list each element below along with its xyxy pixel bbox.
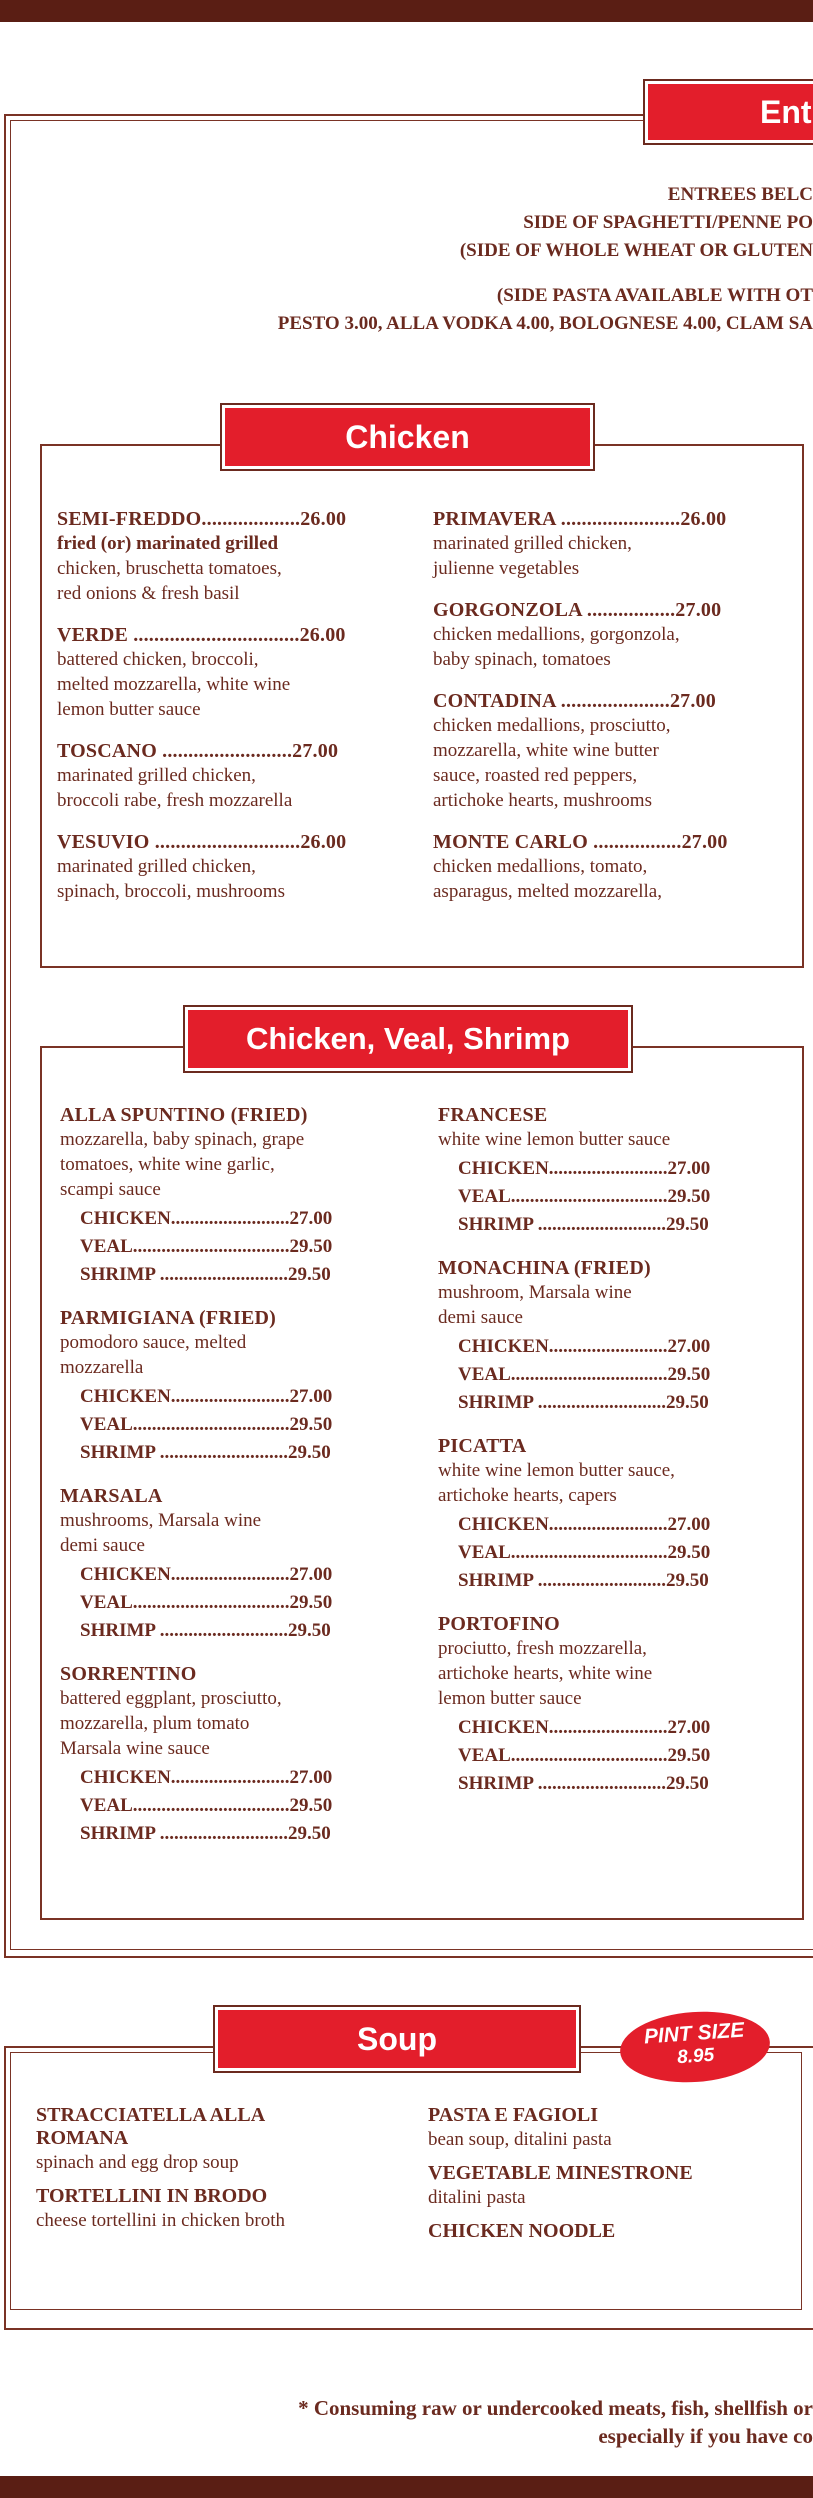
soup-desc: bean soup, ditalini pasta [428,2129,612,2150]
veal-price: VEAL.................................29.50 [80,1236,333,1257]
price-list [438,1155,798,1239]
item-name: PARMIGIANA (FRIED) [60,1307,276,1329]
menu-item [433,690,793,813]
item-desc-line: sauce, roasted red peppers, [433,765,638,786]
item-desc-line: broccoli rabe, fresh mozzarella [57,790,293,811]
item-desc-line: chicken, bruschetta tomatoes, [57,558,282,579]
item-desc-line: marinated grilled chicken, [57,856,256,877]
item-desc-line: mushrooms, Marsala wine [60,1510,262,1531]
entrees-note-2: SIDE OF SPAGHETTI/PENNE PO [523,212,813,233]
price-list [60,1205,420,1289]
chicken-price: CHICKEN.........................27.00 [80,1767,333,1788]
menu-item [433,831,793,904]
top-border-bar [0,0,813,22]
shrimp-price: SHRIMP ...........................29.50 [458,1214,709,1235]
item-name: PRIMAVERA .......................26.00 [433,508,727,530]
menu-item [60,1485,420,1645]
soup-right-column [428,2104,788,2243]
veal-price: VEAL.................................29.50 [80,1414,333,1435]
item-desc-line: julienne vegetables [433,558,580,579]
cvs-title: Chicken, Veal, Shrimp [188,1010,628,1068]
item-desc-line: demi sauce [438,1307,523,1328]
entrees-note-1: ENTREES BELC [667,184,813,205]
item-name: VESUVIO ............................26.00 [57,831,347,853]
soup-item [428,2104,788,2152]
soup-item [36,2185,396,2233]
cvs-left-column [60,1104,420,1848]
price-list [60,1764,420,1848]
price-list [438,1511,798,1595]
item-desc-line: lemon butter sauce [57,699,201,720]
item-desc-line: demi sauce [60,1535,145,1556]
item-desc-line: tomatoes, white wine garlic, [60,1154,275,1175]
soup-name: TORTELLINI IN BRODO [36,2185,268,2207]
disclaimer-line-1: * Consuming raw or undercooked meats, fish, shellfish or [298,2396,813,2420]
item-name: FRANCESE [438,1104,548,1126]
disclaimer-line-2: especially if you have co [598,2424,813,2448]
item-name: PICATTA [438,1435,527,1457]
price-list [60,1383,420,1467]
soup-name: PASTA E FAGIOLI [428,2104,599,2126]
entrees-title: Ent [648,84,813,140]
item-name: SORRENTINO [60,1663,197,1685]
item-desc-line: chicken medallions, tomato, [433,856,648,877]
item-name: MONACHINA (FRIED) [438,1257,651,1279]
item-desc-line: asparagus, melted mozzarella, [433,881,662,902]
item-desc-line: Marsala wine sauce [60,1738,210,1759]
soup-item [36,2104,396,2175]
veal-price: VEAL.................................29.50 [80,1592,333,1613]
cvs-right-column [438,1104,798,1798]
item-desc-line: chicken medallions, gorgonzola, [433,624,680,645]
soup-name: CHICKEN NOODLE [428,2220,616,2242]
soup-name: VEGETABLE MINESTRONE [428,2162,693,2184]
item-desc-line: mozzarella, plum tomato [60,1713,250,1734]
menu-item [57,740,407,813]
menu-item [60,1663,420,1848]
item-desc-line: melted mozzarella, white wine [57,674,291,695]
item-name: CONTADINA .....................27.00 [433,690,716,712]
item-name: SEMI-FREDDO...................26.00 [57,508,347,530]
menu-item [60,1307,420,1467]
shrimp-price: SHRIMP ...........................29.50 [458,1570,709,1591]
shrimp-price: SHRIMP ...........................29.50 [80,1442,331,1463]
menu-item [438,1613,798,1798]
item-desc-line: red onions & fresh basil [57,583,240,604]
item-desc-line: white wine lemon butter sauce, [438,1460,675,1481]
menu-item [433,599,793,672]
item-name: MARSALA [60,1485,163,1507]
chicken-left-column [57,508,407,904]
item-name: ALLA SPUNTINO (FRIED) [60,1104,308,1126]
bottom-border-bar [0,2476,813,2498]
shrimp-price: SHRIMP ...........................29.50 [80,1620,331,1641]
item-desc-line: prociutto, fresh mozzarella, [438,1638,647,1659]
veal-price: VEAL.................................29.50 [80,1795,333,1816]
entrees-note-5: PESTO 3.00, ALLA VODKA 4.00, BOLOGNESE 4.00, CLAM SA [277,313,813,334]
soup-item [428,2162,788,2210]
veal-price: VEAL.................................29.50 [458,1542,711,1563]
menu-item [57,831,407,904]
shrimp-price: SHRIMP ...........................29.50 [80,1823,331,1844]
item-desc-line: baby spinach, tomatoes [433,649,611,670]
soup-desc: cheese tortellini in chicken broth [36,2210,286,2231]
chicken-right-column [433,508,793,904]
price-list [60,1561,420,1645]
item-desc-line: chicken medallions, prosciutto, [433,715,671,736]
chicken-price: CHICKEN.........................27.00 [458,1514,711,1535]
item-desc-line: mozzarella, white wine butter [433,740,659,761]
menu-item [438,1257,798,1417]
chicken-price: CHICKEN.........................27.00 [458,1158,711,1179]
soup-name: ROMANA [36,2127,129,2149]
item-desc-line: mozzarella [60,1357,144,1378]
shrimp-price: SHRIMP ...........................29.50 [458,1392,709,1413]
item-desc-line: artichoke hearts, white wine [438,1663,653,1684]
soup-left-column [36,2104,396,2233]
chicken-price: CHICKEN.........................27.00 [80,1386,333,1407]
item-desc-line: scampi sauce [60,1179,161,1200]
menu-item [57,624,407,722]
item-desc-line: mozzarella, baby spinach, grape [60,1129,305,1150]
price-list [438,1714,798,1798]
item-desc-line: marinated grilled chicken, [57,765,256,786]
item-desc-line: white wine lemon butter sauce [438,1129,671,1150]
menu-item [438,1104,798,1239]
chicken-price: CHICKEN.........................27.00 [458,1336,711,1357]
item-desc-line: battered eggplant, prosciutto, [60,1688,282,1709]
chicken-title: Chicken [225,408,590,466]
veal-price: VEAL.................................29.50 [458,1745,711,1766]
item-desc-line: fried (or) marinated grilled [57,533,279,554]
menu-item [57,508,407,606]
soup-desc: ditalini pasta [428,2187,526,2208]
item-desc-line: artichoke hearts, mushrooms [433,790,652,811]
soup-title: Soup [218,2010,576,2068]
chicken-price: CHICKEN.........................27.00 [80,1208,333,1229]
veal-price: VEAL.................................29.50 [458,1364,711,1385]
shrimp-price: SHRIMP ...........................29.50 [458,1773,709,1794]
item-desc-line: marinated grilled chicken, [433,533,632,554]
pint-size-price: 8.95 [676,2044,715,2069]
entrees-note-3: (SIDE OF WHOLE WHEAT OR GLUTEN [459,240,813,261]
chicken-price: CHICKEN.........................27.00 [80,1564,333,1585]
veal-price: VEAL.................................29.50 [458,1186,711,1207]
menu-item [438,1435,798,1595]
soup-name: STRACCIATELLA ALLA [36,2104,266,2126]
item-desc-line: lemon butter sauce [438,1688,582,1709]
soup-desc: spinach and egg drop soup [36,2152,239,2173]
price-list [438,1333,798,1417]
chicken-price: CHICKEN.........................27.00 [458,1717,711,1738]
pint-size-label: PINT SIZE [643,2018,745,2049]
item-desc-line: spinach, broccoli, mushrooms [57,881,285,902]
shrimp-price: SHRIMP ...........................29.50 [80,1264,331,1285]
entrees-note-4: (SIDE PASTA AVAILABLE WITH OT [496,285,813,306]
item-desc-line: mushroom, Marsala wine [438,1282,632,1303]
item-desc-line: artichoke hearts, capers [438,1485,617,1506]
item-name: VERDE ................................26.00 [57,624,346,646]
item-desc-line: battered chicken, broccoli, [57,649,259,670]
item-name: PORTOFINO [438,1613,560,1635]
menu-item [433,508,793,581]
item-name: TOSCANO .........................27.00 [57,740,339,762]
item-desc-line: pomodoro sauce, melted [60,1332,247,1353]
soup-item [428,2220,788,2243]
item-name: GORGONZOLA .................27.00 [433,599,722,621]
item-name: MONTE CARLO .................27.00 [433,831,728,853]
menu-item [60,1104,420,1289]
